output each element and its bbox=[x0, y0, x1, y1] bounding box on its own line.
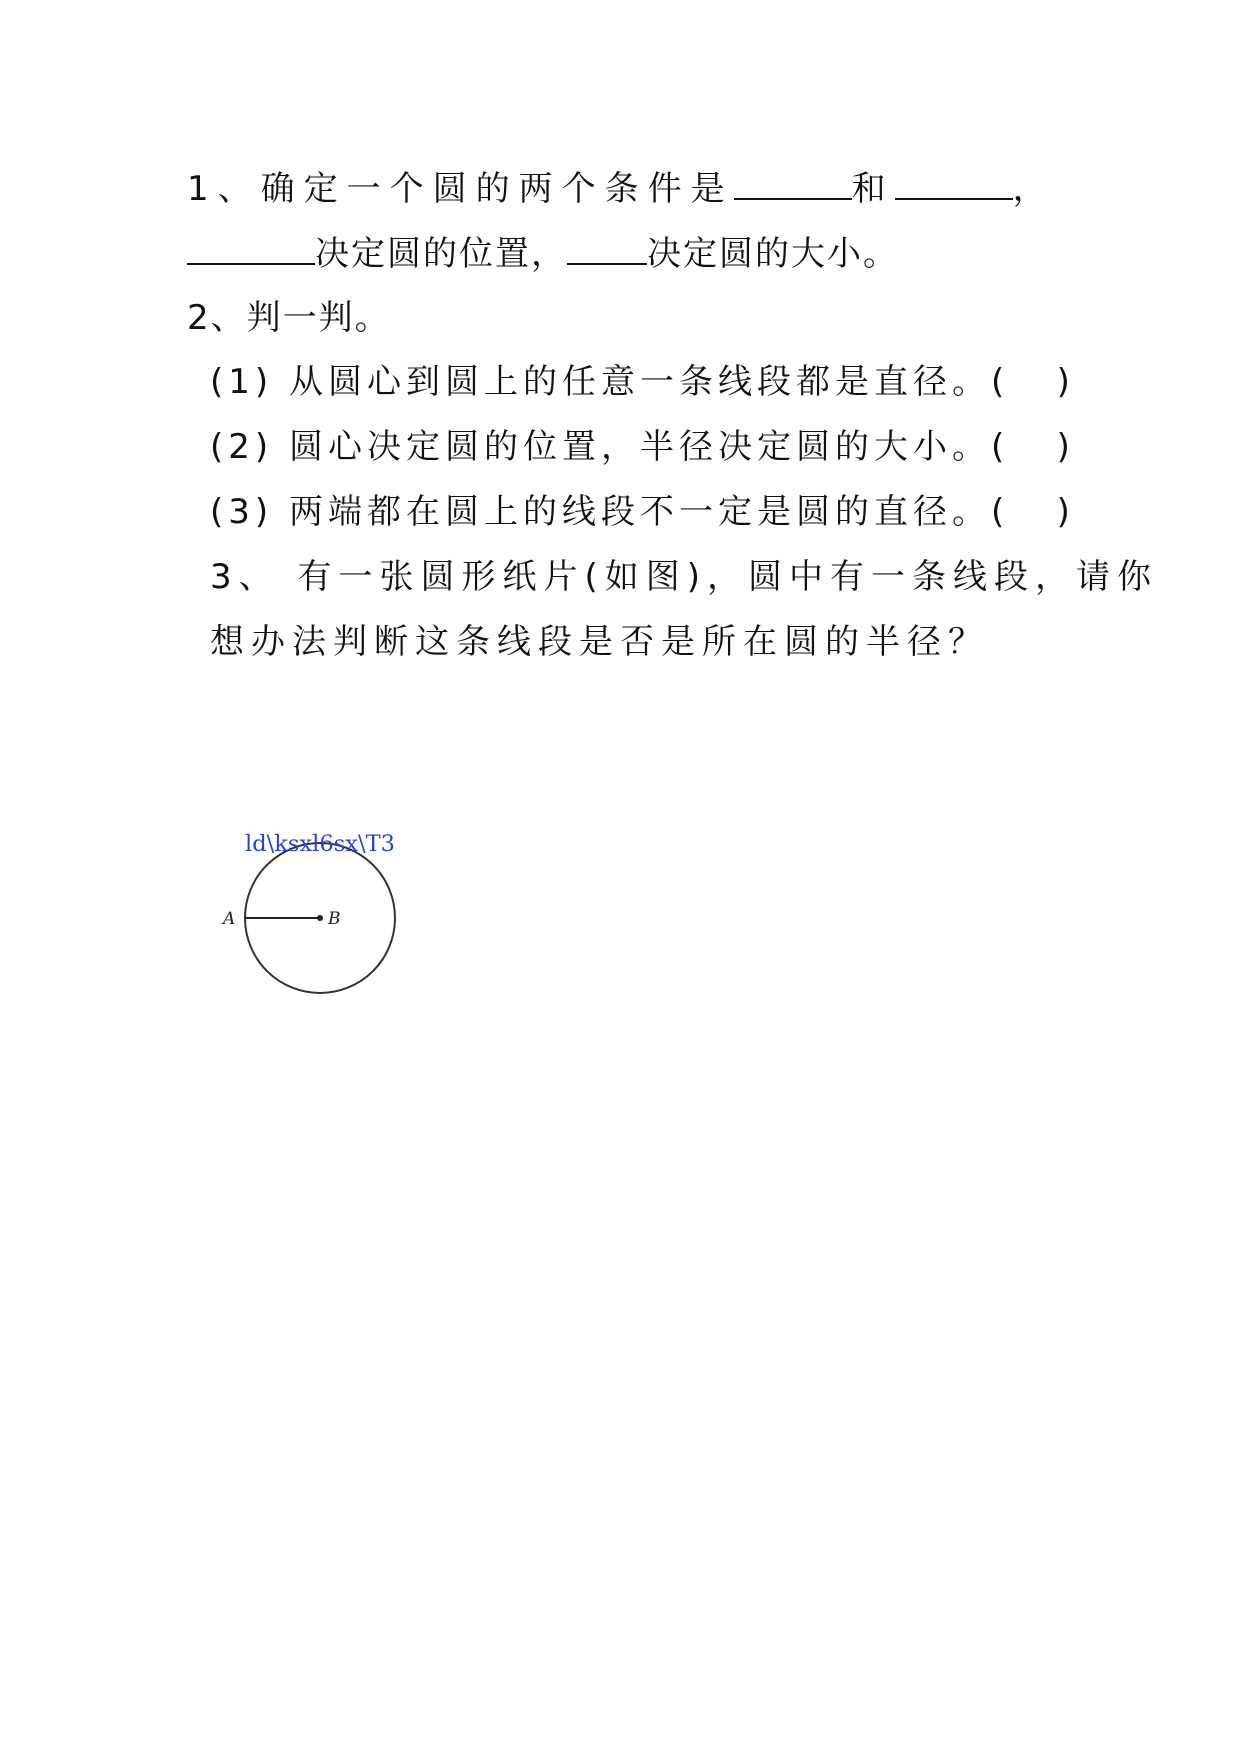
point-b bbox=[317, 915, 323, 921]
q2-title: 2、判一判。 bbox=[187, 298, 391, 338]
q2-item-1: (1) 从圆心到圆上的任意一条线段都是直径。( ) bbox=[210, 362, 1075, 402]
q1-position-text: 决定圆的位置， bbox=[315, 234, 567, 274]
q1-prompt: 1、确定一个圆的两个条件是 bbox=[187, 169, 734, 209]
blank-3[interactable] bbox=[187, 233, 315, 265]
q1-comma: ， bbox=[1012, 169, 1056, 209]
label-a: A bbox=[223, 909, 236, 929]
q1-line1 bbox=[187, 168, 1056, 209]
blank-1[interactable] bbox=[734, 168, 852, 200]
q2-item-3: (3) 两端都在圆上的线段不一定是圆的直径。( ) bbox=[210, 492, 1075, 532]
label-b: B bbox=[328, 909, 341, 929]
q1-line2 bbox=[187, 233, 899, 274]
q3-line2: 想办法判断这条线段是否是所在圆的半径？ bbox=[210, 622, 989, 662]
q1-and: 和 bbox=[851, 169, 895, 209]
q2-item-2: (2) 圆心决定圆的位置，半径决定圆的大小。( ) bbox=[210, 427, 1075, 467]
watermark-text: ld\ksxl6sx\T3 bbox=[245, 832, 395, 857]
blank-4[interactable] bbox=[567, 233, 647, 265]
blank-2[interactable] bbox=[895, 168, 1013, 200]
q3-line1: 3、 有一张圆形纸片(如图)，圆中有一条线段，请你 bbox=[210, 557, 1158, 597]
q1-size-text: 决定圆的大小。 bbox=[647, 234, 899, 274]
circle-figure bbox=[215, 830, 405, 1000]
